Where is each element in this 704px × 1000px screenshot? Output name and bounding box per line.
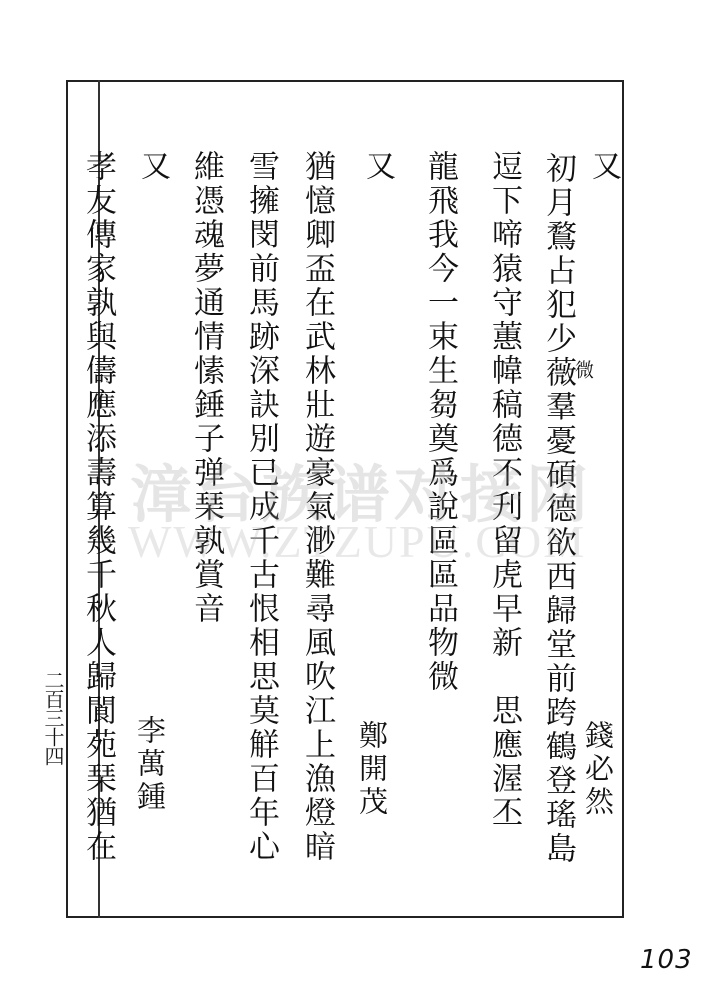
verse-column-1: 初月鶩占犯少薇羣憂碩德欲西歸堂前跨鶴登瑤島 <box>540 152 576 866</box>
leaf-number: 二百三十四 <box>41 670 65 765</box>
heading-you-2: 又 <box>360 150 395 183</box>
inline-note: 微 <box>572 360 594 379</box>
signature-3: 李萬鍾 <box>133 715 167 814</box>
verse-column-6: 維憑魂夢通情愫錘子弹琹孰賞音 <box>188 150 224 626</box>
verse-column-7: 孝友傳家孰與儔應添壽算幾千秋人歸閬苑琹猶在 <box>80 150 116 864</box>
signature-2: 鄭開茂 <box>355 720 389 819</box>
verse-column-4: 猶憶卿盃在武林壯遊豪氣渺難尋風吹江上漁燈暗 <box>299 150 335 864</box>
signature-1: 錢必然 <box>581 720 615 819</box>
heading-you-1: 又 <box>586 150 621 183</box>
verse-column-5: 雪擁閔前馬跡深訣別已成千古恨相思莫觧百年心 <box>243 150 279 864</box>
heading-you-3: 又 <box>135 150 170 183</box>
page-number: 103 <box>640 945 693 975</box>
verse-column-3: 龍飛我今一束生芻奠爲說區區品物微 <box>422 150 458 694</box>
verse-column-2: 逗下啼猿守蕙幃稿德不刋留虎早新 思應渥丕 <box>486 150 522 830</box>
watermark-url: WWW.ZTZUPU.COM <box>128 516 587 567</box>
watermark-text: 漳台族谱对接网 <box>130 458 593 531</box>
